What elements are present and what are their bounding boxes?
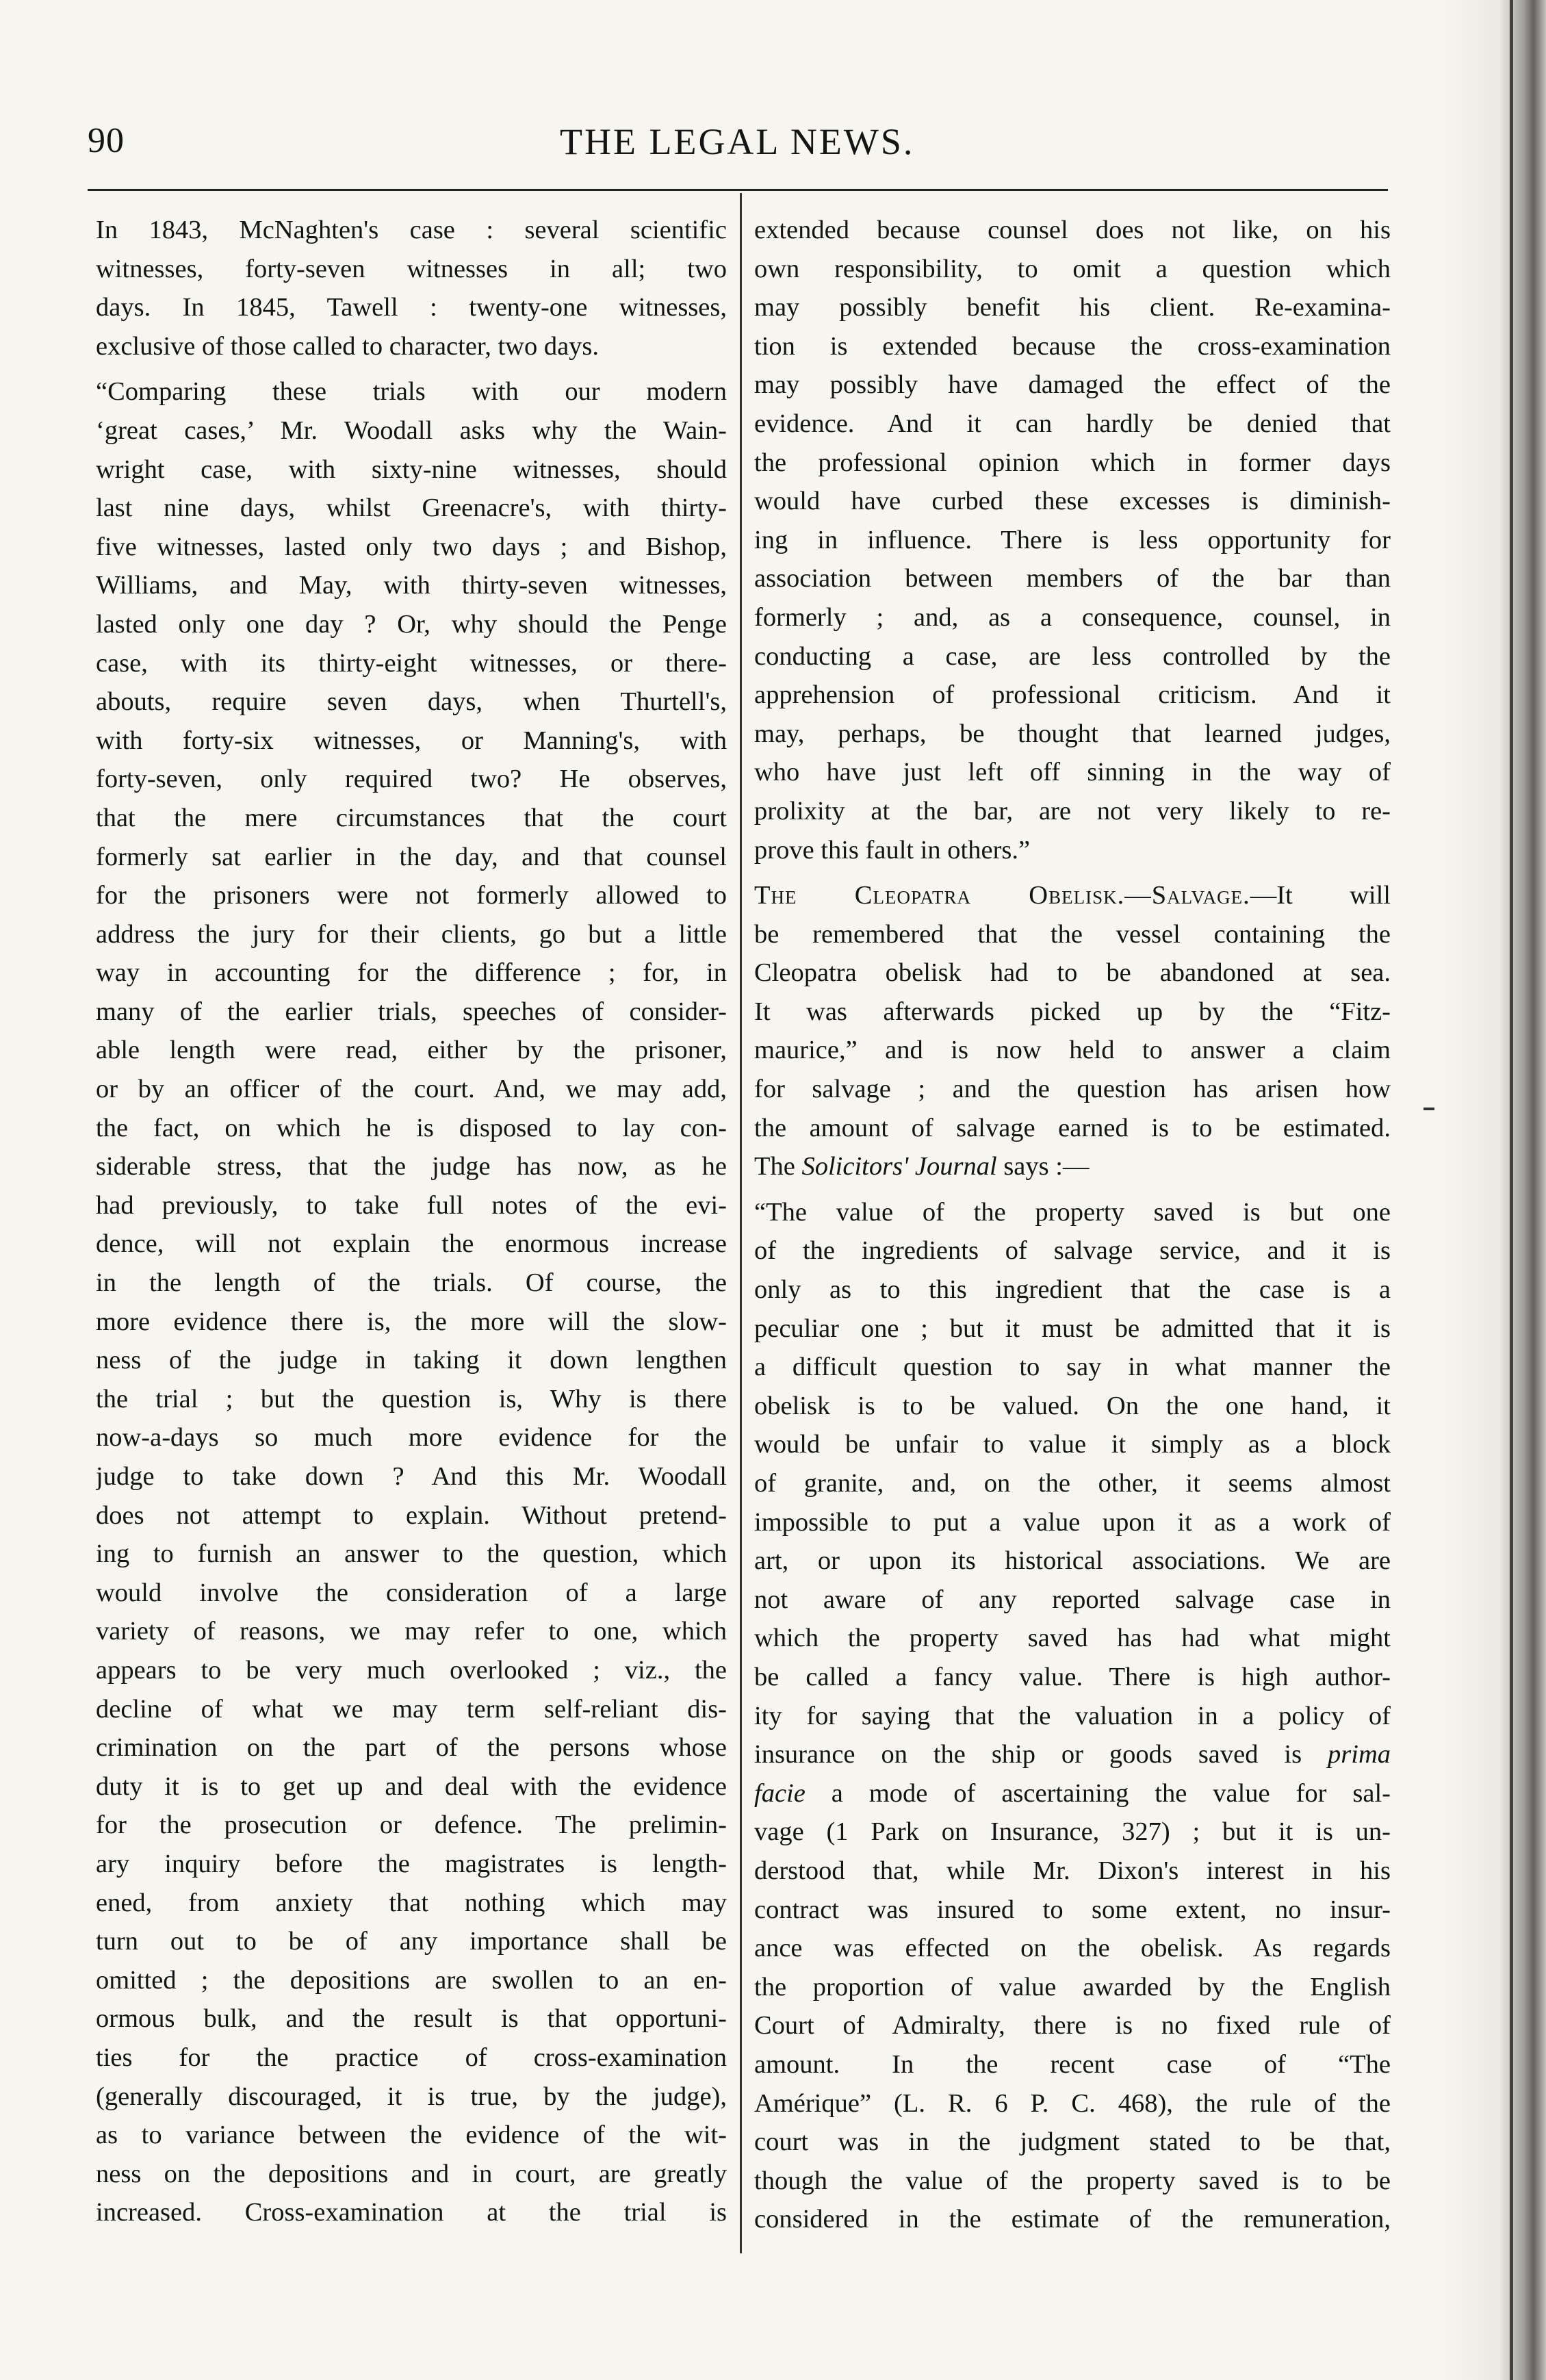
text-line: would involve the consideration of a large bbox=[96, 1578, 727, 1607]
text-line: ing in influence. There is less opportunity for bbox=[754, 525, 1391, 554]
text-line: maurice,” and is now held to answer a claim bbox=[754, 1036, 1391, 1065]
text-line: does not attempt to explain. Without pretend- bbox=[96, 1500, 727, 1530]
text-line: prolixity at the bar, are not very likely to re- bbox=[754, 796, 1391, 826]
text-line: art, or upon its historical associations. We are bbox=[754, 1546, 1391, 1576]
text-line: duty it is to get up and deal with the evidence bbox=[96, 1771, 727, 1801]
text-line: own responsibility, to omit a question which bbox=[754, 254, 1391, 283]
text-line: variety of reasons, we may refer to one, which bbox=[96, 1617, 727, 1646]
text-line: appears to be very much overlooked ; viz., the bbox=[96, 1655, 727, 1685]
prima-line bbox=[754, 1735, 1391, 1774]
text-line: ance was effected on the obelisk. As regards bbox=[754, 1934, 1391, 1963]
text-line: address the jury for their clients, go but a little bbox=[96, 919, 727, 949]
text-line: ity for saying that the valuation in a policy of bbox=[754, 1701, 1391, 1730]
text-line: court was in the judgment stated to be that, bbox=[754, 2127, 1391, 2157]
cleopatra-first-line-rest: —It will bbox=[1250, 881, 1391, 910]
left-column bbox=[96, 211, 727, 2232]
text-line: that the mere circumstances that the court bbox=[96, 803, 727, 832]
text-line: ormous bulk, and the result is that opportuni- bbox=[96, 2004, 727, 2034]
text-line: ened, from anxiety that nothing which may bbox=[96, 1888, 727, 1917]
text-line: Cleopatra obelisk had to be abandoned at sea. bbox=[754, 958, 1391, 988]
text-line: conducting a case, are less controlled by the bbox=[754, 641, 1391, 671]
text-line: association between members of the bar than bbox=[754, 564, 1391, 593]
text-line: extended because counsel does not like, on his bbox=[754, 216, 1391, 244]
binding-edge-line bbox=[1510, 0, 1513, 2380]
text-line: able length were read, either by the prisoner, bbox=[96, 1036, 727, 1065]
text-line: a difficult question to say in what manner the bbox=[754, 1353, 1391, 1382]
page-header bbox=[88, 115, 1388, 177]
text-line: the professional opinion which in former days bbox=[754, 448, 1391, 477]
text-line: obelisk is to be valued. On the one hand, it bbox=[754, 1391, 1391, 1420]
text-line: ing to furnish an answer to the question, which bbox=[96, 1539, 727, 1569]
text-line: wright case, with sixty-nine witnesses, should bbox=[96, 455, 727, 484]
facie-line-rest: a mode of ascertaining the value for sal- bbox=[805, 1778, 1391, 1808]
right-column-text-continued bbox=[754, 211, 1391, 869]
facie-line bbox=[754, 1774, 1391, 1813]
text-line: apprehension of professional criticism. And it bbox=[754, 680, 1391, 710]
text-line: turn out to be of any importance shall be bbox=[96, 1927, 727, 1956]
text-line: exclusive of those called to character, two days. bbox=[96, 331, 600, 361]
text-line: not aware of any reported salvage case in bbox=[754, 1585, 1391, 1614]
text-line: ties for the practice of cross-examination bbox=[96, 2043, 727, 2072]
text-line: abouts, require seven days, when Thurtell's, bbox=[96, 687, 727, 717]
text-line: It was afterwards picked up by the “Fitz- bbox=[754, 997, 1391, 1026]
margin-mark bbox=[1423, 1108, 1434, 1110]
text-line: would have curbed these excesses is diminish- bbox=[754, 487, 1391, 516]
text-line: the amount of salvage earned is to be estimated. bbox=[754, 1113, 1391, 1142]
text-line: formerly ; and, as a consequence, counsel, in bbox=[754, 602, 1391, 632]
text-line: last nine days, whilst Greenacre's, with thirty- bbox=[96, 494, 727, 523]
text-line: evidence. And it can hardly be denied that bbox=[754, 409, 1391, 438]
cleopatra-paragraph-text bbox=[754, 915, 1391, 1148]
text-line: judge to take down ? And this Mr. Woodall bbox=[96, 1462, 727, 1491]
text-line: siderable stress, that the judge has now, as he bbox=[96, 1152, 727, 1181]
text-line: prove this fault in others.” bbox=[754, 835, 1031, 865]
text-line: with forty-six witnesses, or Manning's, with bbox=[96, 726, 727, 755]
journal-name: Solicitors' Journal bbox=[801, 1152, 997, 1181]
text-line: impossible to put a value upon it as a work of bbox=[754, 1507, 1391, 1537]
text-line: many of the earlier trials, speeches of consider- bbox=[96, 997, 727, 1026]
cleopatra-paragraph-first-line bbox=[754, 876, 1391, 915]
text-line: decline of what we may term self-reliant dis- bbox=[96, 1694, 727, 1724]
text-line: vage (1 Park on Insurance, 327) ; but it is un- bbox=[754, 1817, 1391, 1847]
column-divider bbox=[740, 193, 742, 2253]
text-line: may possibly have damaged the effect of the bbox=[754, 370, 1391, 400]
text-line: five witnesses, lasted only two days ; and Bishop, bbox=[96, 532, 727, 561]
quotation-text-end bbox=[754, 1813, 1391, 2239]
text-line: for salvage ; and the question has arisen how bbox=[754, 1075, 1391, 1104]
solicitors-journal-line bbox=[754, 1147, 1391, 1186]
page-number: 90 bbox=[88, 121, 125, 160]
text-line: for the prisoners were not formerly allowed to bbox=[96, 881, 727, 910]
text-line: now-a-days so much more evidence for the bbox=[96, 1423, 727, 1453]
text-line: derstood that, while Mr. Dixon's interest in his bbox=[754, 1856, 1391, 1885]
text-line: as to variance between the evidence of the wit- bbox=[96, 2121, 727, 2150]
header-rule bbox=[88, 189, 1388, 191]
text-line: may possibly benefit his client. Re-examina- bbox=[754, 293, 1391, 322]
text-line: way in accounting for the difference ; for, in bbox=[96, 958, 727, 988]
text-line: crimination on the part of the persons whose bbox=[96, 1733, 727, 1763]
text-line: “Comparing these trials with our modern bbox=[96, 377, 727, 407]
text-line: the trial ; but the question is, Why is there bbox=[96, 1384, 727, 1413]
text-line: (generally discouraged, it is true, by the judge), bbox=[96, 2082, 727, 2111]
text-line: or by an officer of the court. And, we may add, bbox=[96, 1075, 727, 1104]
prima-line-text: insurance on the ship or goods saved is bbox=[754, 1740, 1302, 1769]
text-line: In 1843, McNaghten's case : several scientific bbox=[96, 216, 727, 244]
text-line: ary inquiry before the magistrates is length- bbox=[96, 1849, 727, 1878]
says-suffix: says :— bbox=[996, 1152, 1090, 1181]
text-line: omitted ; the depositions are swollen to an en- bbox=[96, 1965, 727, 1995]
text-line: “The value of the property saved is but one bbox=[754, 1197, 1391, 1227]
text-line: of the ingredients of salvage service, and it is bbox=[754, 1236, 1391, 1266]
says-prefix: The bbox=[754, 1152, 802, 1181]
text-line: forty-seven, only required two? He observes, bbox=[96, 765, 727, 794]
journal-title: THE LEGAL NEWS. bbox=[560, 121, 915, 162]
text-line: tion is extended because the cross-examination bbox=[754, 331, 1391, 361]
text-line: amount. In the recent case of “The bbox=[754, 2049, 1391, 2079]
text-line: had previously, to take full notes of the evi- bbox=[96, 1190, 727, 1220]
text-line: Williams, and May, with thirty-seven witnesses, bbox=[96, 571, 727, 600]
text-line: witnesses, forty-seven witnesses in all; two bbox=[96, 254, 727, 283]
text-line: case, with its thirty-eight witnesses, or there- bbox=[96, 648, 727, 678]
text-line: which the property saved has had what might bbox=[754, 1624, 1391, 1653]
text-line: who have just left off sinning in the way of bbox=[754, 758, 1391, 787]
prima-word: prima bbox=[1328, 1740, 1391, 1769]
text-line: though the value of the property saved is to be bbox=[754, 2166, 1391, 2195]
page-edge-shadow bbox=[1443, 0, 1546, 2380]
text-line: days. In 1845, Tawell : twenty-one witnesses, bbox=[96, 293, 727, 322]
text-line: formerly sat earlier in the day, and that counsel bbox=[96, 842, 727, 871]
quotation-text bbox=[754, 1193, 1391, 1735]
text-line: the fact, on which he is disposed to lay con- bbox=[96, 1113, 727, 1142]
facie-word: facie bbox=[754, 1778, 806, 1808]
text-line: considered in the estimate of the remuneration, bbox=[754, 2205, 1391, 2234]
text-line: ‘great cases,’ Mr. Woodall asks why the Wain- bbox=[96, 415, 727, 445]
text-line: increased. Cross-examination at the trial is bbox=[96, 2198, 727, 2227]
text-line: lasted only one day ? Or, why should the Penge bbox=[96, 609, 727, 639]
right-column bbox=[754, 211, 1391, 2239]
text-line: peculiar one ; but it must be admitted that it is bbox=[754, 1314, 1391, 1343]
text-line: ness on the depositions and in court, are greatly bbox=[96, 2159, 727, 2188]
text-line: only as to this ingredient that the case is a bbox=[754, 1275, 1391, 1305]
text-line: the proportion of value awarded by the English bbox=[754, 1972, 1391, 2001]
text-line: may, perhaps, be thought that learned judges, bbox=[754, 719, 1391, 748]
cleopatra-section-heading: The Cleopatra Obelisk.—Salvage. bbox=[754, 881, 1250, 910]
text-line: Amérique” (L. R. 6 P. C. 468), the rule of the bbox=[754, 2088, 1391, 2118]
text-line: would be unfair to value it simply as a block bbox=[754, 1430, 1391, 1459]
text-line: Court of Admiralty, there is no fixed rule of bbox=[754, 2011, 1391, 2040]
text-line: more evidence there is, the more will the slow- bbox=[96, 1307, 727, 1336]
left-column-text bbox=[96, 211, 727, 2232]
text-line: dence, will not explain the enormous increase bbox=[96, 1229, 727, 1259]
text-line: of granite, and, on the other, it seems almost bbox=[754, 1469, 1391, 1498]
text-line: ness of the judge in taking it down lengthen bbox=[96, 1346, 727, 1375]
text-line: contract was insured to some extent, no insur- bbox=[754, 1895, 1391, 1924]
text-line: for the prosecution or defence. The prelimin- bbox=[96, 1810, 727, 1840]
text-line: in the length of the trials. Of course, the bbox=[96, 1268, 727, 1298]
text-line: be called a fancy value. There is high author- bbox=[754, 1662, 1391, 1691]
text-line: be remembered that the vessel containing the bbox=[754, 919, 1391, 949]
